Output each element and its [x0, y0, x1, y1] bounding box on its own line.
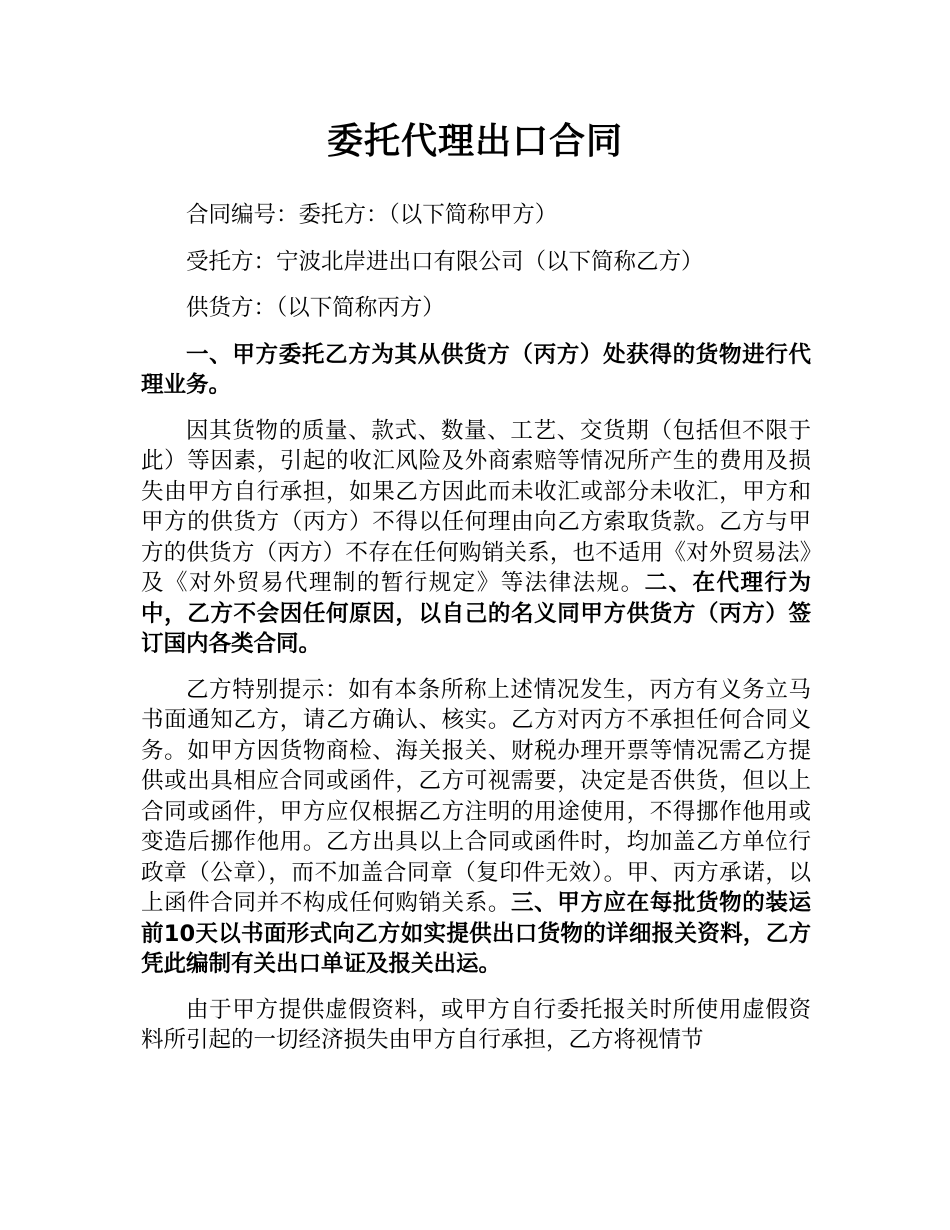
section-2-heading: 二、在代理行为中，乙方不会因任何原因，以自己的名义同甲方供货方（丙方）签订国内各类合同。 [141, 570, 811, 657]
section-3-paragraph [141, 995, 811, 1056]
trustee-line: 受托方：宁波北岸进出口有限公司（以下简称乙方） [186, 248, 704, 275]
section-3-heading: 三、甲方应在每批货物的装运前10天以书面形式向乙方如实提供出口货物的详细报关资料，乙方凭此编制有关出口单证及报关出运。 [141, 890, 811, 977]
section-2-paragraph [141, 675, 811, 980]
document-title: 委托代理出口合同 [326, 121, 623, 162]
section-2-body: 乙方特别提示：如有本条所称上述情况发生，丙方有义务立马书面通知乙方，请乙方确认、核实。乙方对丙方不承担任何合同义务。如甲方因货物商检、海关报关、财税办理开票等情况需乙方提供或出具相应合同或函件，乙方可视需要，决定是否供货，但以上合同或函件，甲方应仅根据乙方注明的用途使用，不得挪作他用或变造后挪作他用。乙方出具以上合同或函件时，均加盖乙方单位行政章（公章），而不加盖合同章（复印件无效）。甲、丙方承诺，以上函件合同并不构成任何购销关系。 [141, 676, 811, 916]
supplier-line: 供货方：（以下简称丙方） [186, 295, 445, 321]
section-1-paragraph [141, 416, 811, 660]
section-1-heading: 一、甲方委托乙方为其从供货方（丙方）处获得的货物进行代理业务。 [141, 341, 811, 398]
document-body [141, 200, 811, 1056]
section-1-body: 因其货物的质量、款式、数量、工艺、交货期（包括但不限于此）等因素，引起的收汇风险及外商索赔等情况所产生的费用及损失由甲方自行承担，如果乙方因此而未收汇或部分未收汇，甲方和甲方的供货方（丙方）不得以任何理由向乙方索取货款。乙方与甲方的供货方（丙方）不存在任何购销关系，也不适用《对外贸易法》及《对外贸易代理制的暂行规定》等法律法规。 [141, 417, 811, 596]
section-3-body: 由于甲方提供虚假资料，或甲方自行委托报关时所使用虚假资料所引起的一切经济损失由甲方自行承担，乙方将视情节 [141, 996, 811, 1053]
contract-number-line: 合同编号：委托方：（以下简称甲方） [186, 202, 558, 228]
